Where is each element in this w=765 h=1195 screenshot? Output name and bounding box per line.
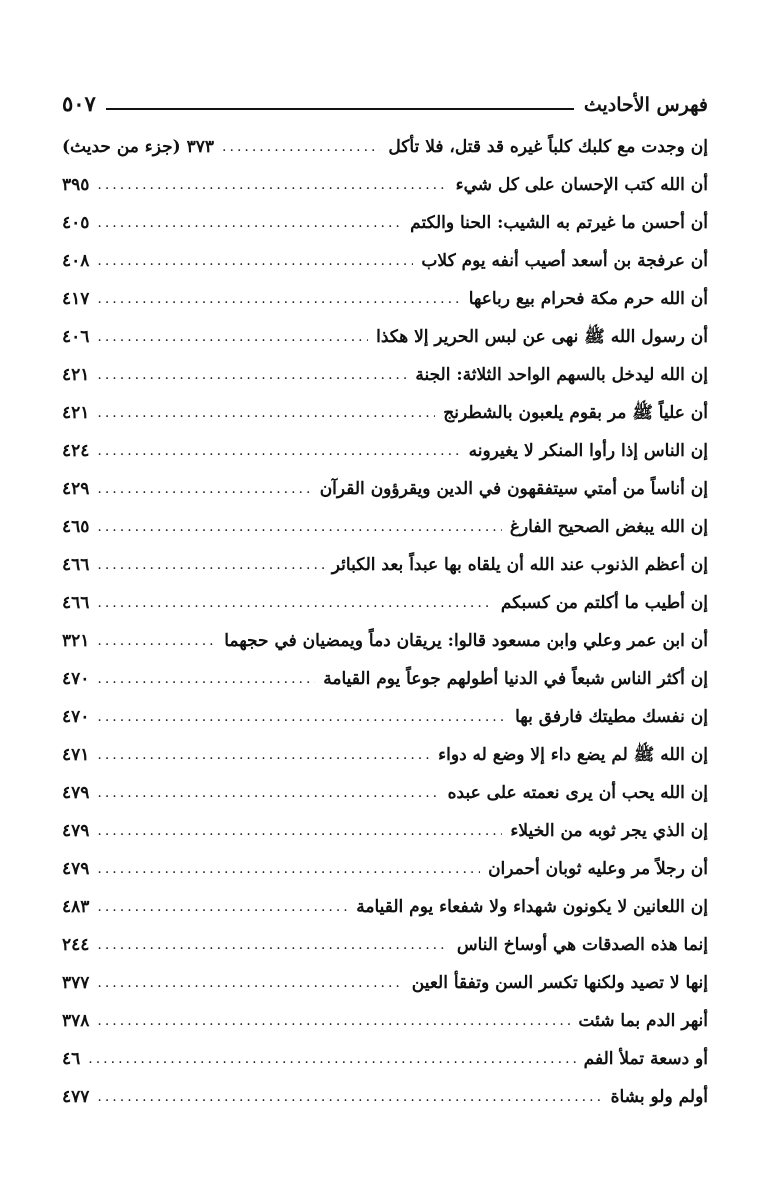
dot-leader: [97, 660, 315, 698]
index-entry: [62, 850, 708, 888]
entry-page-ref: ٤٦٥: [62, 517, 90, 537]
index-entry: [62, 888, 708, 926]
dot-leader: [222, 128, 380, 166]
entry-text: أن ابن عمر وعلي وابن مسعود قالوا: يريقان دماً ويمضيان في حجهما: [224, 631, 708, 651]
entry-page-ref: ٤٧٠: [62, 707, 90, 727]
entry-text: أن علياً ﷺ مر بقوم يلعبون بالشطرنج: [443, 403, 708, 423]
entry-text: أن الله حرم مكة فحرام بيع رباعها: [468, 289, 708, 309]
entry-text: إن الله ليدخل بالسهم الواحد الثلاثة: الجنة: [415, 365, 708, 385]
entry-text: إن الله يحب أن يرى نعمته على عبده: [447, 783, 708, 803]
entry-page-ref: ٤٨٣: [62, 897, 90, 917]
index-entry: [62, 1040, 708, 1078]
entry-text: إن الله ﷺ لم يضع داء إلا وضع له دواء: [438, 745, 708, 765]
dot-leader: [97, 432, 460, 470]
entry-page-ref: ٤٧١: [62, 745, 90, 765]
index-entry: [62, 508, 708, 546]
dot-leader: [97, 1002, 570, 1040]
dot-leader: [97, 812, 502, 850]
entry-page-ref: ٤٧٩: [62, 821, 90, 841]
index-entry: [62, 1002, 708, 1040]
entry-text: إن الذي يجر ثوبه من الخيلاء: [510, 821, 708, 841]
entry-text: أن رجلاً مر وعليه ثوبان أحمران: [488, 859, 708, 879]
dot-leader: [97, 280, 460, 318]
dot-leader: [97, 204, 402, 242]
entry-page-ref: ٣٧٣ (جزء من حديث): [62, 137, 215, 157]
dot-leader: [97, 1078, 602, 1116]
index-entry: [62, 204, 708, 242]
index-entry: [62, 1078, 708, 1116]
dot-leader: [97, 736, 430, 774]
index-entry: [62, 432, 708, 470]
entry-page-ref: ٣٧٨: [62, 1011, 90, 1031]
index-entry: [62, 964, 708, 1002]
index-entry: [62, 280, 708, 318]
hadith-index-list: [62, 128, 708, 1116]
entry-text: إن اللعانين لا يكونون شهداء ولا شفعاء يوم القيامة: [356, 897, 708, 917]
entry-text: إن أكثر الناس شبعاً في الدنيا أطولهم جوعاً يوم القيامة: [323, 669, 708, 689]
entry-page-ref: ٤١٧: [62, 289, 90, 309]
entry-text: إن أعظم الذنوب عند الله أن يلقاه بها عبداً بعد الكبائر: [331, 555, 708, 575]
dot-leader: [97, 698, 507, 736]
entry-text: أن أحسن ما غيرتم به الشيب: الحنا والكتم: [410, 213, 708, 233]
dot-leader: [97, 546, 323, 584]
entry-text: أولم ولو بشاة: [610, 1087, 708, 1107]
dot-leader: [97, 888, 348, 926]
dot-leader: [97, 470, 311, 508]
index-entry: [62, 546, 708, 584]
dot-leader: [97, 242, 413, 280]
dot-leader: [97, 964, 403, 1002]
entry-page-ref: ٤٦٦: [62, 555, 90, 575]
entry-page-ref: ٤٧٠: [62, 669, 90, 689]
entry-page-ref: ٤٦٦: [62, 593, 90, 613]
dot-leader: [97, 356, 407, 394]
entry-text: أن عرفجة بن أسعد أصيب أنفه يوم كلاب: [421, 251, 708, 271]
entry-text: إنها لا تصيد ولكنها تكسر السن وتفقأ العين: [411, 973, 708, 993]
entry-page-ref: ٣٢١: [62, 631, 90, 651]
header-title: فهرس الأحاديث: [583, 94, 708, 116]
entry-page-ref: ٤٦: [62, 1049, 81, 1069]
dot-leader: [88, 1040, 575, 1078]
entry-page-ref: ٤٧٧: [62, 1087, 90, 1107]
entry-text: إن نفسك مطيتك فارفق بها: [515, 707, 708, 727]
entry-text: أن رسول الله ﷺ نهى عن لبس الحرير إلا هكذا: [376, 327, 708, 347]
index-entry: [62, 926, 708, 964]
entry-text: أو دسعة تملأ الفم: [583, 1049, 708, 1069]
dot-leader: [97, 584, 492, 622]
index-entry: [62, 774, 708, 812]
index-entry: [62, 698, 708, 736]
index-entry: [62, 584, 708, 622]
entry-text: إن أطيب ما أكلتم من كسبكم: [500, 593, 708, 613]
entry-text: أنهر الدم بما شئت: [578, 1011, 708, 1031]
entry-text: إن الله يبغض الصحيح الفارغ: [509, 517, 708, 537]
index-entry: [62, 394, 708, 432]
dot-leader: [97, 318, 368, 356]
index-entry: [62, 242, 708, 280]
entry-page-ref: ٣٧٧: [62, 973, 90, 993]
entry-page-ref: ٤٢١: [62, 403, 90, 423]
dot-leader: [97, 394, 435, 432]
index-entry: [62, 660, 708, 698]
index-entry: [62, 128, 708, 166]
header-rule: [106, 108, 574, 110]
index-entry: [62, 356, 708, 394]
index-entry: [62, 318, 708, 356]
index-entry: [62, 736, 708, 774]
page-header: [62, 86, 708, 116]
index-entry: [62, 812, 708, 850]
dot-leader: [97, 774, 439, 812]
entry-text: إنما هذه الصدقات هي أوساخ الناس: [456, 935, 708, 955]
dot-leader: [97, 622, 216, 660]
index-entry: [62, 470, 708, 508]
entry-page-ref: ٢٤٤: [62, 935, 90, 955]
entry-page-ref: ٤٧٩: [62, 783, 90, 803]
entry-page-ref: ٤٧٩: [62, 859, 90, 879]
entry-text: أن الله كتب الإحسان على كل شيء: [455, 175, 708, 195]
entry-page-ref: ٤٠٦: [62, 327, 90, 347]
page-number: ٥٠٧: [62, 91, 96, 116]
entry-page-ref: ٤٠٨: [62, 251, 90, 271]
index-entry: [62, 622, 708, 660]
entry-page-ref: ٤٢٩: [62, 479, 90, 499]
dot-leader: [97, 508, 501, 546]
index-entry: [62, 166, 708, 204]
entry-text: إن أناساً من أمتي سيتفقهون في الدين ويقرؤون القرآن: [319, 479, 708, 499]
dot-leader: [97, 926, 448, 964]
dot-leader: [97, 850, 480, 888]
dot-leader: [97, 166, 447, 204]
entry-page-ref: ٤٢١: [62, 365, 90, 385]
entry-page-ref: ٤٢٤: [62, 441, 90, 461]
entry-page-ref: ٤٠٥: [62, 213, 90, 233]
entry-text: إن الناس إذا رأوا المنكر لا يغيرونه: [468, 441, 708, 461]
entry-page-ref: ٣٩٥: [62, 175, 90, 195]
entry-text: إن وجدت مع كلبك كلباً غيره قد قتل، فلا تأكل: [388, 137, 708, 157]
